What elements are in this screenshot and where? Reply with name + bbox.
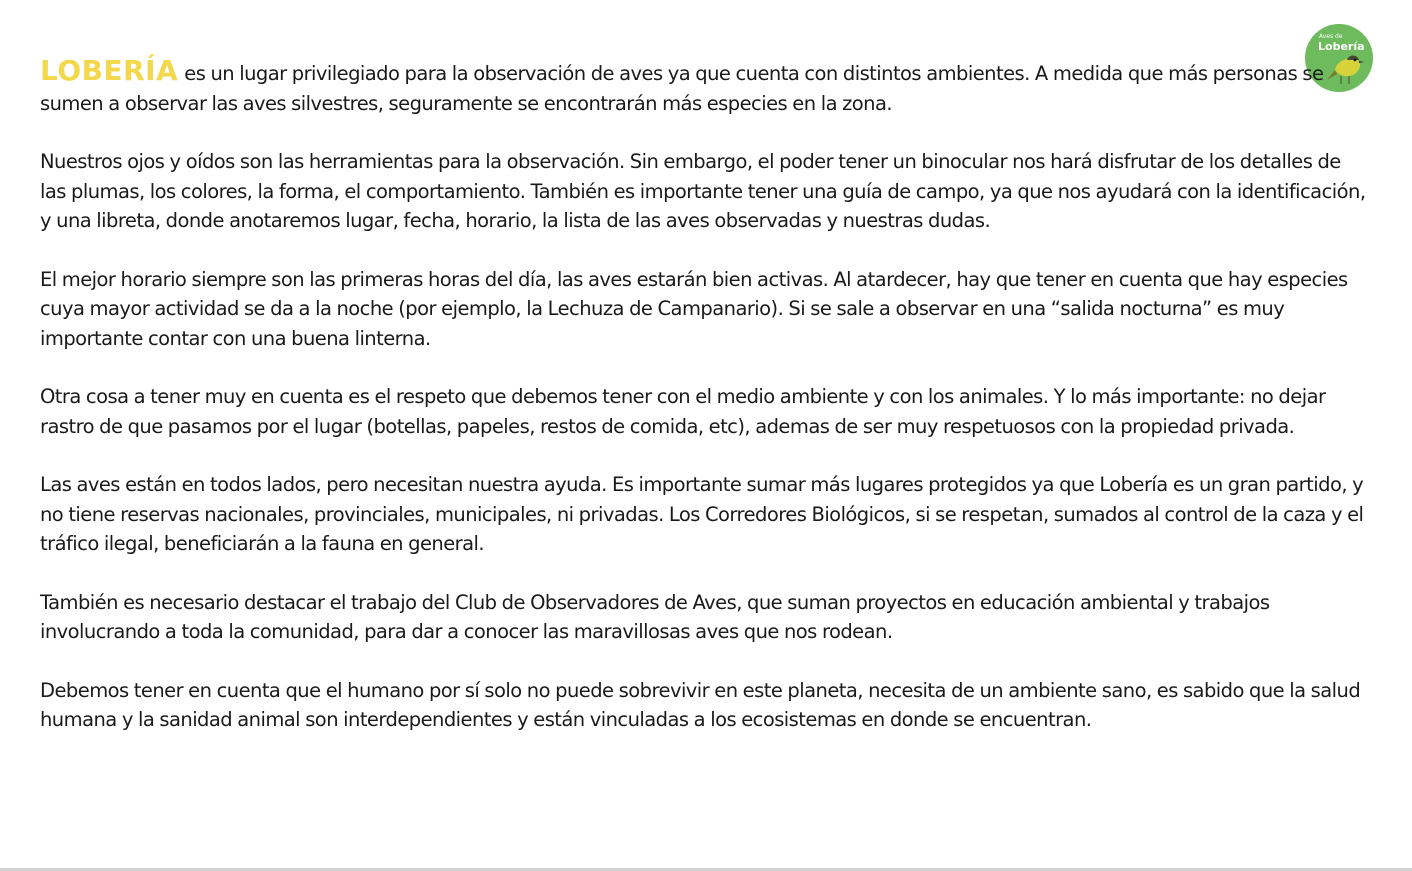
logo-line2: Lobería (1318, 40, 1365, 53)
logo-line1: Aves de (1319, 33, 1343, 40)
article-body (40, 56, 1370, 764)
paragraph-tools: Nuestros ojos y oídos son las herramientas para la observación. Sin embargo, el poder tener un binocular nos hará disfrutar de los detalles de las plumas, los colores, la forma, el comportamiento. También es importante tener una guía de campo, ya que nos ayudará con la identificación, y una libreta, donde anotaremos lugar, fecha, horario, la lista de las aves observadas y nuestras dudas. (40, 150, 1366, 232)
paragraph-one-health: Debemos tener en cuenta que el humano por sí solo no puede sobrevivir en este planeta, necesita de un ambiente sano, es sabido que la salud humana y la sanidad animal son interdependientes y están vinculadas a los ecosistemas en donde se encuentran. (40, 678, 1361, 731)
paragraph-respect: Otra cosa a tener muy en cuenta es el respeto que debemos tener con el medio ambiente y con los animales. Y lo más importante: no dejar rastro de que pasamos por el lugar (botellas, papeles, restos de comida, etc), ademas de ser muy respetuosos con la propiedad privada. (40, 385, 1326, 438)
loberia-headword: LOBERÍA (40, 54, 179, 87)
paragraph-intro (40, 56, 1370, 118)
paragraph-protected-areas: Las aves están en todos lados, pero necesitan nuestra ayuda. Es importante sumar más lugares protegidos ya que Lobería es un gran partido, y no tiene reservas nacionales, provinciales, municipales, ni privadas. Los Corredores Biológicos, si se respetan, sumados al control de la caza y el tráfico ilegal, beneficiarán a la fauna en general. (40, 473, 1364, 555)
paragraph-club: También es necesario destacar el trabajo del Club de Observadores de Aves, que suman proyectos en educación ambiental y trabajos involucrando a toda la comunidad, para dar a conocer las maravillosas aves que nos rodean. (40, 590, 1270, 643)
paragraph-text: es un lugar privilegiado para la observación de aves ya que cuenta con distintos ambientes. A medida que más personas se sumen a observar las aves silvestres, seguramente se encontrarán más especies en la zona. (40, 62, 1324, 115)
paragraph-schedule: El mejor horario siempre son las primeras horas del día, las aves estarán bien activas. Al atardecer, hay que tener en cuenta que hay especies cuya mayor actividad se da a la noche (por ejemplo, la Lechuza de Campanario). Si se sale a observar en una “salida nocturna” es muy importante contar con una buena linterna. (40, 267, 1348, 350)
